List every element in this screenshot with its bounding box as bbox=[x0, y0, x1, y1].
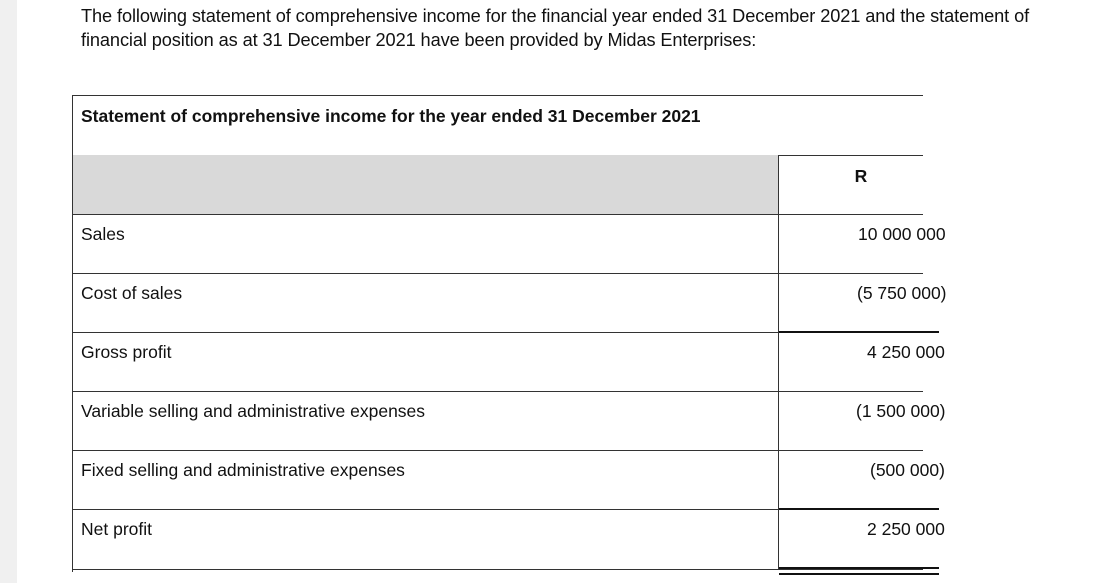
row-amount: (5 750 000) bbox=[857, 283, 947, 303]
page-gutter bbox=[0, 0, 17, 583]
table-title: Statement of comprehensive income for the year ended 31 December 2021 bbox=[81, 106, 701, 126]
subtotal-rule bbox=[779, 331, 939, 333]
row-amount: (500 000) bbox=[870, 460, 945, 480]
document-page bbox=[17, 0, 1030, 583]
row-label: Sales bbox=[81, 224, 125, 244]
intro-line-1: The following statement of comprehensive income for the financial year ended 31 December 2021 and the statement of bbox=[81, 6, 1030, 26]
intro-line-2: financial position as at 31 December 2021 have been provided by Midas Enterprises: bbox=[81, 30, 757, 50]
row-label: Fixed selling and administrative expenses bbox=[81, 460, 405, 480]
table-row-variable-expenses bbox=[73, 391, 946, 451]
row-amount: 4 250 000 bbox=[867, 342, 945, 362]
intro-paragraph bbox=[81, 4, 1030, 52]
total-rule bbox=[779, 508, 939, 510]
table-row-fixed-expenses bbox=[73, 450, 945, 510]
table-row-net-profit bbox=[73, 509, 945, 570]
row-label: Variable selling and administrative expenses bbox=[81, 401, 426, 421]
table-header-row bbox=[73, 155, 923, 215]
table-title-row bbox=[73, 96, 923, 156]
row-amount: 10 000 000 bbox=[858, 224, 946, 244]
double-underline bbox=[779, 567, 939, 575]
row-amount: (1 500 000) bbox=[856, 401, 946, 421]
table-row-sales bbox=[73, 214, 946, 274]
table-row-cost-of-sales bbox=[73, 273, 947, 333]
column-divider bbox=[778, 155, 779, 214]
row-label: Gross profit bbox=[81, 342, 172, 362]
row-amount: 2 250 000 bbox=[867, 519, 945, 539]
column-header-currency: R bbox=[854, 166, 868, 186]
row-label: Net profit bbox=[81, 519, 152, 539]
income-statement-table bbox=[72, 95, 947, 572]
table-row-gross-profit bbox=[73, 332, 945, 392]
row-label: Cost of sales bbox=[81, 283, 183, 303]
header-label-cell bbox=[73, 155, 779, 214]
